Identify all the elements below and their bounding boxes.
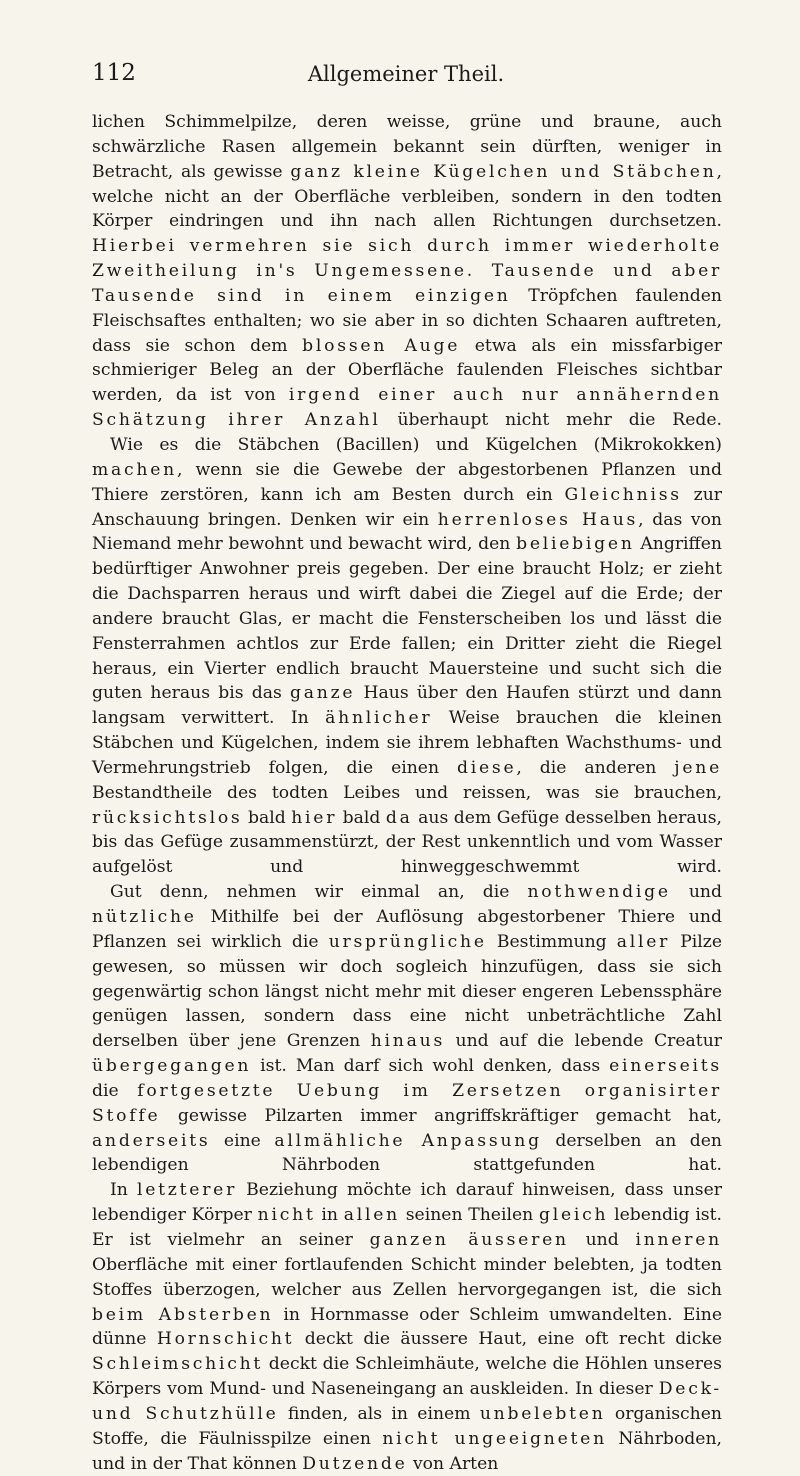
page-number: 112: [92, 60, 136, 86]
spaced-emphasis: ganze: [290, 683, 356, 704]
spaced-emphasis: ähnlicher: [325, 708, 433, 729]
spaced-emphasis: hier: [291, 807, 338, 828]
spaced-emphasis: Schleimschicht: [92, 1354, 264, 1375]
spaced-emphasis: beim Absterben: [92, 1304, 274, 1325]
paragraph: In letzterer Beziehung möchte ich darauf hinweisen, dass unser lebendiger Körper nicht in allen seinen Theilen gleich lebendig ist. Er ist vielmehr an seiner ganzen äusseren und inneren Oberfläche mit einer fortlaufenden Schicht minder belebten, ja todten Stoffes überzogen, welcher aus Zellen hervorgegangen ist, die sich beim Absterben in Hornmasse oder Schleim umwandelten. Eine dünne Hornschicht deckt die äussere Haut, eine oft recht dicke Schleimschicht deckt die Schleimhäute, welche die Höhlen unseres Körpers vom Mund- und Naseneingang an auskleiden. In dieser Deck- und Schutzhülle finden, als in einem unbelebten organischen Stoffe, die Fäulnisspilze einen nicht ungeeigneten Nährboden, und in der That können Dutzende von Arten: [92, 1180, 723, 1474]
spaced-emphasis: da: [385, 807, 413, 828]
spaced-emphasis: Hierbei vermehren sie sich durch immer wiederholte Zweitheilung in's Ungemessene. Tausende und aber Tausende sind in einem einzigen: [92, 236, 722, 306]
paragraph: Wie es die Stäbchen (Bacillen) und Kügelchen (Mikrokokken) machen, wenn sie die Gewebe der abgestorbenen Pflanzen und Thiere zerstören, kann ich am Besten durch ein Gleichniss zur Anschauung bringen. Denken wir ein herrenloses Haus, das von Niemand mehr bewohnt und bewacht wird, den beliebigen Angriffen bedürftiger Anwohner preis gegeben. Der eine braucht Holz; er zieht die Dachsparren heraus und wirft dabei die Ziegel auf die Erde; der andere braucht Glas, er macht die Fensterscheiben los und lässt die Fensterrahmen achtlos zur Erde fallen; ein Dritter zieht die Riegel heraus, ein Vierter endlich braucht Mauersteine und sucht sich die guten heraus bis das ganze Haus über den Haufen stürzt und dann langsam verwittert. In ähnlicher Weise brauchen die kleinen Stäbchen und Kügelchen, indem sie ihrem lebhaften Wachsthums- und Vermehrungstrieb folgen, die einen diese, die anderen jene Bestandtheile des todten Leibes und reissen, was sie brauchen, rücksichtslos bald hier bald da aus dem Gefüge desselben heraus, bis das Gefüge zusammenstürzt, der Rest unkenntlich und vom Wasser aufgelöst und hinweggeschwemmt wird.: [92, 434, 723, 878]
spaced-emphasis: unbelebten: [479, 1403, 606, 1424]
spaced-emphasis: nützliche: [92, 907, 197, 927]
spaced-emphasis: ganz kleine Kügelchen und Stäbchen: [290, 161, 717, 182]
spaced-emphasis: Hornschicht: [156, 1329, 295, 1350]
page-header: [92, 60, 720, 94]
spaced-emphasis: Gleichniss: [564, 484, 682, 505]
spaced-emphasis: einerseits: [609, 1056, 722, 1077]
paragraph: Gut denn, nehmen wir einmal an, die nothwendige und nützliche Mithilfe bei der Auflösung abgestorbener Thiere und Pflanzen sei wirklich die ursprüngliche Bestimmung aller Pilze gewesen, so müssen wir doch sogleich hinzufügen, dass sie sich gegenwärtig schon längst nicht mehr mit dieser engeren Lebenssphäre genügen lassen, sondern dass eine nicht unbeträchtliche Zahl derselben über jene Grenzen hinaus und auf die lebende Creatur übergegangen ist. Man darf sich wohl denken, dass einerseits die fortgesetzte Uebung im Zersetzen organisirter Stoffe gewisse Pilzarten immer angriffskräftiger gemacht hat, anderseits eine allmähliche Anpassung derselben an den lebendigen Nährboden stattgefunden hat.: [92, 882, 722, 1176]
running-head: Allgemeiner Theil.: [307, 62, 505, 86]
spaced-emphasis: Dutzende: [302, 1453, 408, 1474]
spaced-emphasis: ursprüngliche: [328, 931, 487, 952]
spaced-emphasis: letzterer: [136, 1180, 238, 1201]
spaced-emphasis: Deck- und Schutzhülle: [92, 1379, 722, 1424]
spaced-emphasis: herrenloses Haus: [437, 509, 639, 530]
spaced-emphasis: beliebigen: [516, 534, 635, 555]
spaced-emphasis: inneren: [635, 1229, 722, 1250]
spaced-emphasis: rücksichtslos: [92, 807, 243, 828]
body-text: [92, 110, 722, 1476]
spaced-emphasis: anderseits: [92, 1130, 211, 1151]
spaced-emphasis: nothwendige: [527, 882, 671, 903]
spaced-emphasis: machen: [92, 459, 177, 480]
spaced-emphasis: nicht: [257, 1205, 316, 1226]
spaced-emphasis: allen: [343, 1205, 400, 1226]
paragraph: lichen Schimmelpilze, deren weisse, grüne und braune, auch schwärzliche Rasen allgemein bekannt sein dürften, weniger in Betracht, als gewisse ganz kleine Kügelchen und Stäbchen, welche nicht an der Oberfläche verbleiben, sondern in den todten Körper eindringen und ihn nach allen Richtungen durchsetzen. Hierbei vermehren sie sich durch immer wiederholte Zweitheilung in's Ungemessene. Tausende und aber Tausende sind in einem einzigen Tröpfchen faulenden Fleischsaftes enthalten; wo sie aber in so dichten Schaaren auftreten, dass sie schon dem blossen Auge etwa als ein missfarbiger schmieriger Beleg an der Oberfläche faulenden Fleisches sichtbar werden, da ist von irgend einer auch nur annähernden Schätzung ihrer Anzahl überhaupt nicht mehr die Rede.: [92, 112, 723, 431]
spaced-emphasis: gleich: [538, 1205, 609, 1226]
spaced-emphasis: ganzen äusseren: [369, 1229, 569, 1250]
spaced-emphasis: aller: [616, 931, 671, 952]
spaced-emphasis: irgend einer auch nur annähernden Schätzung ihrer Anzahl: [92, 385, 723, 431]
spaced-emphasis: fortgesetzte Uebung im Zersetzen organisirter Stoffe: [92, 1080, 722, 1126]
spaced-emphasis: hinaus: [370, 1031, 446, 1052]
spaced-emphasis: jene: [674, 757, 722, 778]
spaced-emphasis: übergegangen: [92, 1056, 252, 1077]
spaced-emphasis: nicht ungeeigneten: [382, 1428, 607, 1449]
spaced-emphasis: diese: [456, 757, 517, 778]
spaced-emphasis: blossen Auge: [302, 335, 461, 356]
spaced-emphasis: allmähliche Anpassung: [274, 1130, 542, 1151]
